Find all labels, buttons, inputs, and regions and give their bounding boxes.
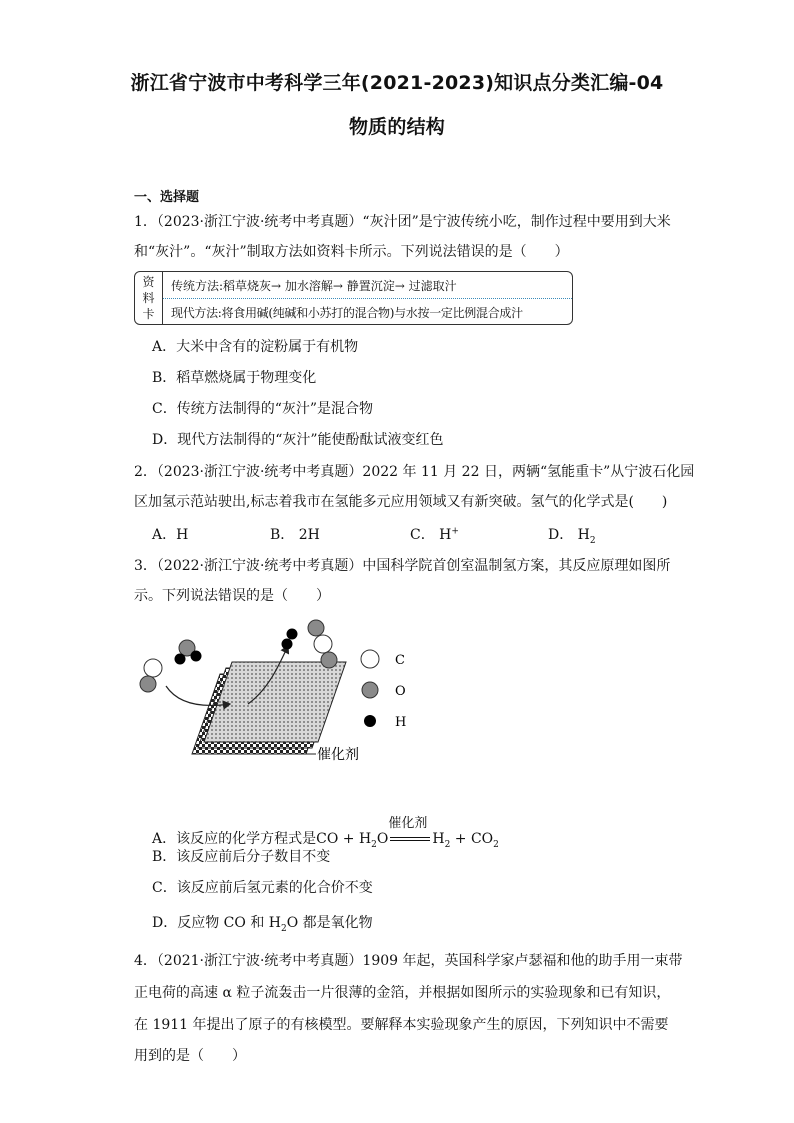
equation-line bbox=[390, 837, 430, 838]
q3-option-a-text: A．该反应的化学方程式是 bbox=[152, 831, 317, 847]
q2-option-a: A．H bbox=[152, 527, 189, 543]
section-heading: 一、选择题 bbox=[134, 190, 200, 205]
reaction-diagram bbox=[130, 612, 420, 774]
equation-left-sub: 2 bbox=[371, 839, 377, 850]
equation-right-sub: 2 bbox=[444, 839, 451, 850]
info-card-label bbox=[135, 272, 163, 324]
equation-catalyst: 催化剂 bbox=[388, 816, 428, 831]
q1-stem-line2: 和“灰汁”。“灰汁”制取方法如资料卡所示。下列说法错误的是（ ） bbox=[134, 244, 569, 260]
equation-right-mid: + CO bbox=[450, 831, 494, 847]
catalyst-label: 催化剂 bbox=[317, 747, 359, 763]
legend-hydrogen-label: H bbox=[395, 715, 407, 730]
h2o-hydrogen-atom bbox=[175, 654, 186, 665]
legend-carbon-symbol bbox=[361, 650, 379, 668]
info-card-divider bbox=[163, 298, 572, 299]
info-card-label-char: 料 bbox=[142, 291, 155, 305]
q3-option-d-text: D．反应物 CO 和 H bbox=[152, 915, 281, 931]
info-card bbox=[134, 271, 573, 325]
q3-stem-line1: 3．（2022·浙江宁波·统考中考真题）中国科学院首创室温制氢方案，其反应原理如图所 bbox=[134, 558, 671, 574]
q1-option-b: B．稻草燃烧属于物理变化 bbox=[152, 370, 317, 386]
document-title-line2: 物质的结构 bbox=[348, 116, 445, 138]
info-card-label-char: 资 bbox=[142, 275, 155, 289]
q2-option-d bbox=[548, 524, 596, 546]
q3-option-d-end: O 都是氧化物 bbox=[286, 915, 373, 931]
q1-option-d: D．现代方法制得的“灰汁”能使酚酞试液变红色 bbox=[152, 432, 444, 448]
q3-option-b: B．该反应前后分子数目不变 bbox=[152, 849, 331, 865]
q2-option-d-text: D． H bbox=[548, 527, 590, 543]
document-title-line1: 浙江省宁波市中考科学三年(2021-2023)知识点分类汇编-04 bbox=[130, 72, 664, 94]
h2o-hydrogen-atom bbox=[191, 651, 202, 662]
co-carbon-atom bbox=[144, 659, 162, 677]
q4-stem-line4: 用到的是（ ） bbox=[134, 1048, 246, 1064]
q2-option-d-sub: 2 bbox=[589, 535, 596, 546]
equation-right: H bbox=[432, 831, 445, 847]
equation-arrow bbox=[388, 816, 430, 846]
q1-option-a: A．大米中含有的淀粉属于有机物 bbox=[152, 339, 359, 355]
legend-oxygen-symbol bbox=[362, 682, 378, 698]
h2-hydrogen-atom bbox=[287, 629, 298, 640]
legend-carbon-label: C bbox=[395, 653, 405, 668]
co-oxygen-atom bbox=[140, 676, 156, 692]
equation-left-end: O bbox=[376, 831, 389, 847]
legend-oxygen-label: O bbox=[395, 684, 406, 699]
q1-stem-line1: 1．（2023·浙江宁波·统考中考真题）“灰汁团”是宁波传统小吃，制作过程中要用到大米 bbox=[134, 214, 671, 230]
q2-option-c-sup: + bbox=[451, 526, 459, 537]
info-card-traditional: 传统方法:稻草烧灰→ 加水溶解→ 静置沉淀→ 过滤取汁 bbox=[171, 279, 457, 293]
q3-option-d bbox=[152, 913, 373, 939]
q2-option-b: B． 2H bbox=[270, 527, 320, 543]
q2-option-c bbox=[410, 524, 459, 544]
info-card-label-char: 卡 bbox=[142, 307, 155, 321]
q1-option-c: C．传统方法制得的“灰汁”是混合物 bbox=[152, 401, 374, 417]
q3-option-d-sub: 2 bbox=[280, 923, 287, 934]
equation-left: CO + H bbox=[316, 831, 372, 847]
q4-stem-line3: 在 1911 年提出了原子的有核模型。要解释本实验现象产生的原因，下列知识中不需要 bbox=[134, 1017, 669, 1033]
info-card-modern: 现代方法:将食用碱(纯碱和小苏打的混合物)与水按一定比例混合成汁 bbox=[171, 306, 523, 320]
co2-oxygen-atom bbox=[308, 620, 324, 636]
legend-hydrogen-symbol bbox=[364, 715, 376, 727]
q3-option-c: C．该反应前后氢元素的化合价不变 bbox=[152, 880, 373, 896]
q2-stem-line2: 区加氢示范站驶出,标志着我市在氢能多元应用领域又有新突破。氢气的化学式是( ) bbox=[134, 494, 668, 510]
q2-stem-line1: 2．（2023·浙江宁波·统考中考真题）2022 年 11 月 22 日，两辆“氢能重卡”从宁波石化园 bbox=[134, 464, 695, 480]
q3-stem-line2: 示。下列说法错误的是（ ） bbox=[134, 588, 330, 604]
equation-right-sub2: 2 bbox=[493, 839, 499, 850]
co2-oxygen-atom bbox=[321, 652, 337, 668]
co2-carbon-atom bbox=[314, 635, 332, 653]
q2-option-c-text: C． H bbox=[410, 527, 452, 543]
q4-stem-line1: 4．（2021·浙江宁波·统考中考真题）1909 年起，英国科学家卢瑟福和他的助手用一束带 bbox=[134, 953, 683, 969]
h2-hydrogen-atom bbox=[282, 639, 293, 650]
equation-line bbox=[390, 840, 430, 841]
q4-stem-line2: 正电荷的高速 α 粒子流轰击一片很薄的金箔，并根据如图所示的实验现象和已有知识， bbox=[134, 985, 671, 1001]
